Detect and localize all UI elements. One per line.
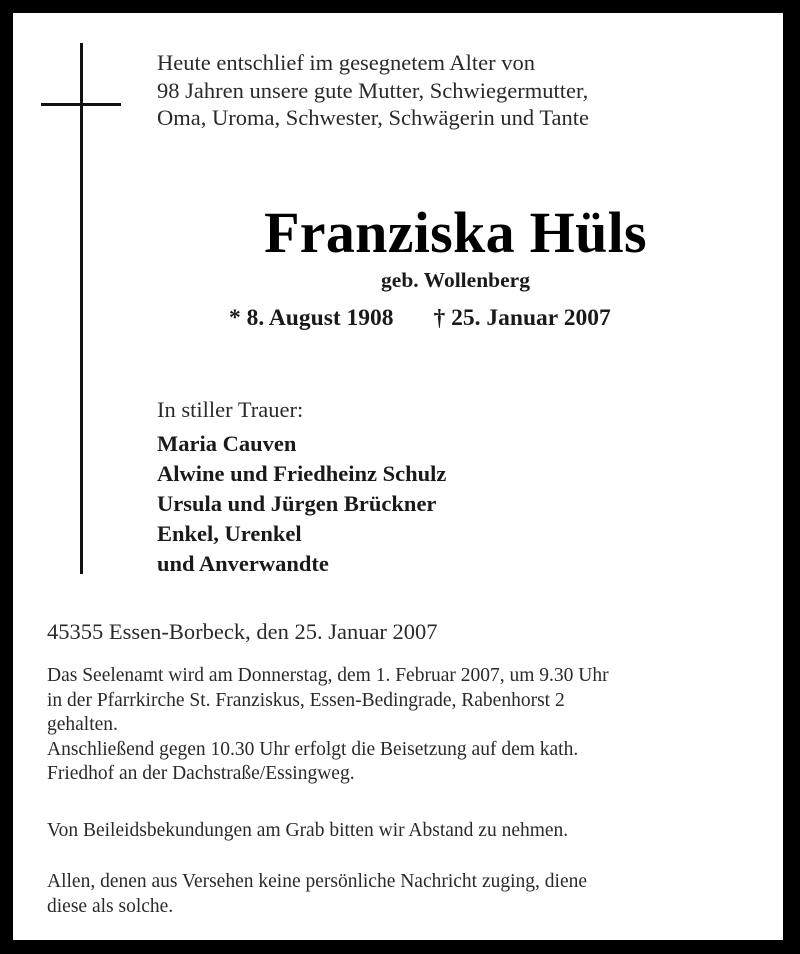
service-line: Anschließend gegen 10.30 Uhr erfolgt die Beisetzung auf dem kath. — [47, 738, 579, 760]
mourning-label: In stiller Trauer: — [157, 397, 304, 422]
closing-line: Allen, denen aus Versehen keine persönliche Nachricht zuging, diene — [47, 871, 588, 892]
mourner: und Anverwandte — [157, 551, 329, 576]
mourner: Alwine und Friedheinz Schulz — [157, 461, 447, 486]
intro-line: Oma, Uroma, Schwester, Schwägerin und Tante — [157, 105, 589, 130]
service-line: gehalten. — [47, 714, 118, 735]
condolence-note: Von Beileidsbekundungen am Grab bitten wir Abstand zu nehmen. — [47, 820, 569, 841]
closing-note — [47, 870, 587, 919]
intro-text — [157, 49, 757, 132]
place-date: 45355 Essen-Borbeck, den 25. Januar 2007 — [47, 619, 438, 644]
mourner: Ursula und Jürgen Brückner — [157, 491, 437, 516]
life-dates — [229, 305, 611, 332]
mourner: Maria Cauven — [157, 431, 297, 456]
service-line: Friedhof an der Dachstraße/Essingweg. — [47, 763, 355, 784]
service-line: Das Seelenamt wird am Donnerstag, dem 1. Februar 2007, um 9.30 Uhr — [47, 665, 609, 686]
mourner: Enkel, Urenkel — [157, 521, 302, 546]
cross-icon-vertical — [80, 43, 83, 574]
death-date: † 25. Januar 2007 — [433, 305, 611, 331]
mourners-list — [157, 429, 446, 579]
cross-icon-horizontal — [41, 103, 121, 106]
service-line: in der Pfarrkirche St. Franziskus, Essen-Bedingrade, Rabenhorst 2 — [47, 689, 565, 711]
service-details — [47, 664, 787, 787]
intro-line: Heute entschlief im gesegnetem Alter von — [157, 50, 536, 75]
birth-date: * 8. August 1908 — [229, 305, 394, 331]
obituary-notice — [13, 13, 783, 940]
maiden-name: geb. Wollenberg — [381, 268, 530, 292]
intro-line: 98 Jahren unsere gute Mutter, Schwiegermutter, — [157, 77, 589, 103]
closing-line: diese als solche. — [47, 895, 174, 917]
deceased-name: Franziska Hüls — [264, 200, 647, 265]
